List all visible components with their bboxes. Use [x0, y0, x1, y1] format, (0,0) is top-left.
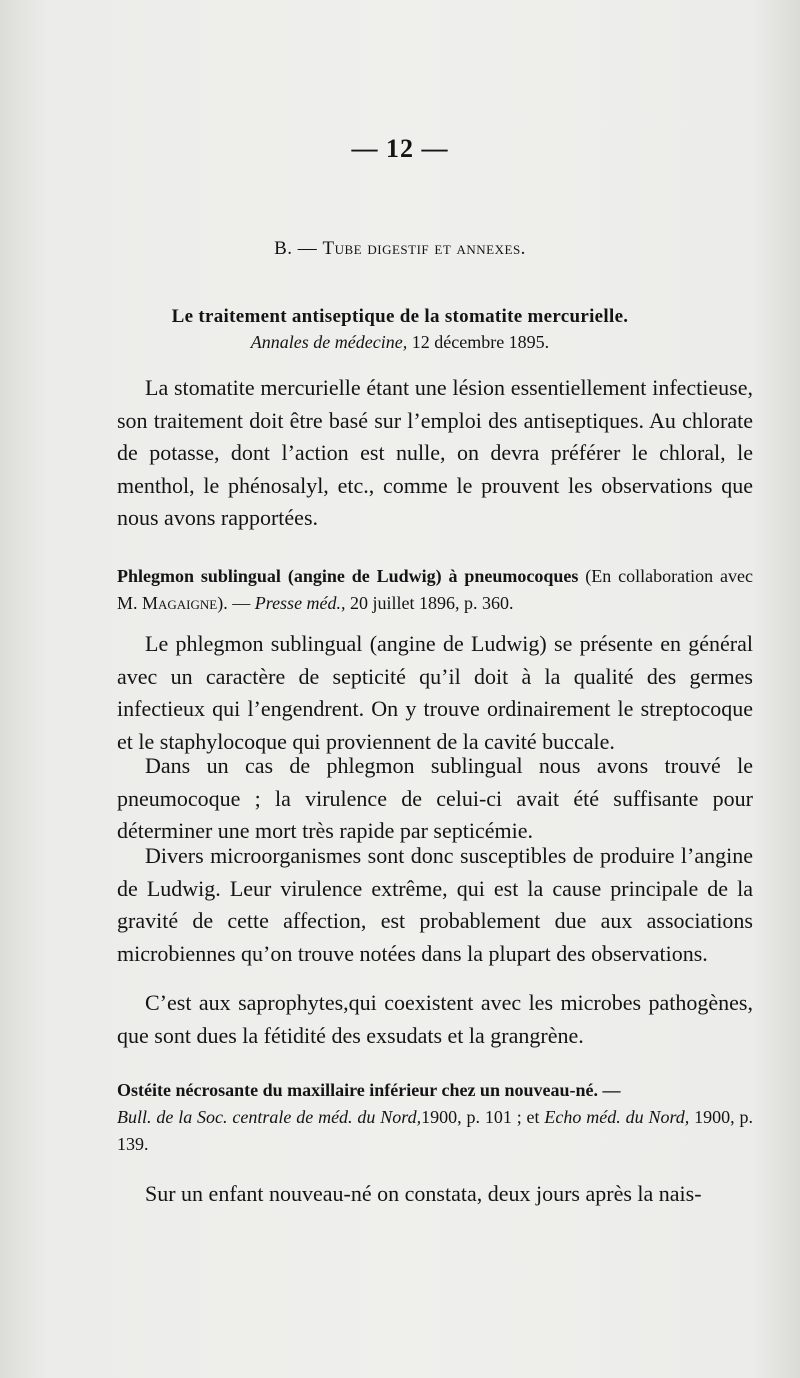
section-heading — [0, 238, 800, 260]
section-prefix: B. — — [274, 238, 323, 259]
collaborator-name: Magaigne — [142, 593, 218, 613]
article-title-osteite: Ostéite nécrosante du maxillaire inférieur chez un nouveau-né. — — [117, 1080, 621, 1100]
paragraph-phlegmon-1: Le phlegmon sublingual (angine de Ludwig) se présente en général avec un caractère de septicité qu’il doit à la qualité des germes infectieux qui l’engendrent. On y trouve ordinairement le streptocoque et le staphylocoque qui proviennent de la cavité buccale. — [117, 631, 753, 754]
citation-echo: Echo méd. du Nord, — [544, 1107, 690, 1127]
article-title-stomatite: Le traitement antiseptique de la stomatite mercurielle. — [171, 306, 629, 327]
paragraph-phlegmon-2: Dans un cas de phlegmon sublingual nous avons trouvé le pneumocoque ; la virulence de celui-ci avait été suffisante pour déterminer une mort très rapide par septicémie. — [117, 753, 753, 843]
section-title: Tube digestif et annexes. — [322, 238, 526, 259]
paragraph-stomatite: La stomatite mercurielle étant une lésion essentiellement infectieuse, son traitement doit être basé sur l’emploi des antiseptiques. Au chlorate de potasse, dont l’action est nulle, on devra préférer le chloral, le menthol, le phénosalyl, etc., comme le prouvent les observations que nous avons rapportées. — [117, 375, 753, 530]
citation-date: 12 décembre 1895. — [407, 332, 550, 352]
paragraph-phlegmon-3: Divers microorganismes sont donc susceptibles de produire l’angine de Ludwig. Leur virulence extrême, qui est la cause principale de la gravité de cette affection, est probablement due aux associations microbiennes qu’on trouve notées dans la plupart des observations. — [117, 843, 753, 966]
citation-date: 20 juillet 1896, p. 360. — [345, 593, 514, 613]
page-number: — 12 — — [351, 134, 449, 163]
article-header-phlegmon: Phlegmon sublingual (angine de Ludwig) à pneumocoques (En collaboration avec M. Magaigne). — Presse méd., 20 juillet 1896, p. 360. — [117, 566, 753, 613]
article-title-phlegmon: Phlegmon sublingual (angine de Ludwig) à pneumocoques — [117, 566, 579, 586]
citation-bulletin: Bull. de la Soc. centrale de méd. du Nord, — [117, 1107, 422, 1127]
article-citation-stomatite — [0, 332, 800, 353]
citation-journal: Annales de médecine, — [250, 332, 408, 352]
paragraph-osteite-start: Sur un enfant nouveau-né on constata, deux jours après la nais- — [145, 1181, 702, 1206]
citation-journal: Presse méd., — [254, 593, 346, 613]
paragraph-phlegmon-4: C’est aux saprophytes,qui coexistent avec les microbes pathogènes, que sont dues la fétidité des exsudats et la grangrène. — [117, 990, 753, 1048]
article-header-osteite: Ostéite nécrosante du maxillaire inférieur chez un nouveau-né. — Bull. de la Soc. centrale de méd. du Nord,1900, p. 101 ; et Echo méd. du Nord, 1900, p. 139. — [117, 1080, 754, 1154]
